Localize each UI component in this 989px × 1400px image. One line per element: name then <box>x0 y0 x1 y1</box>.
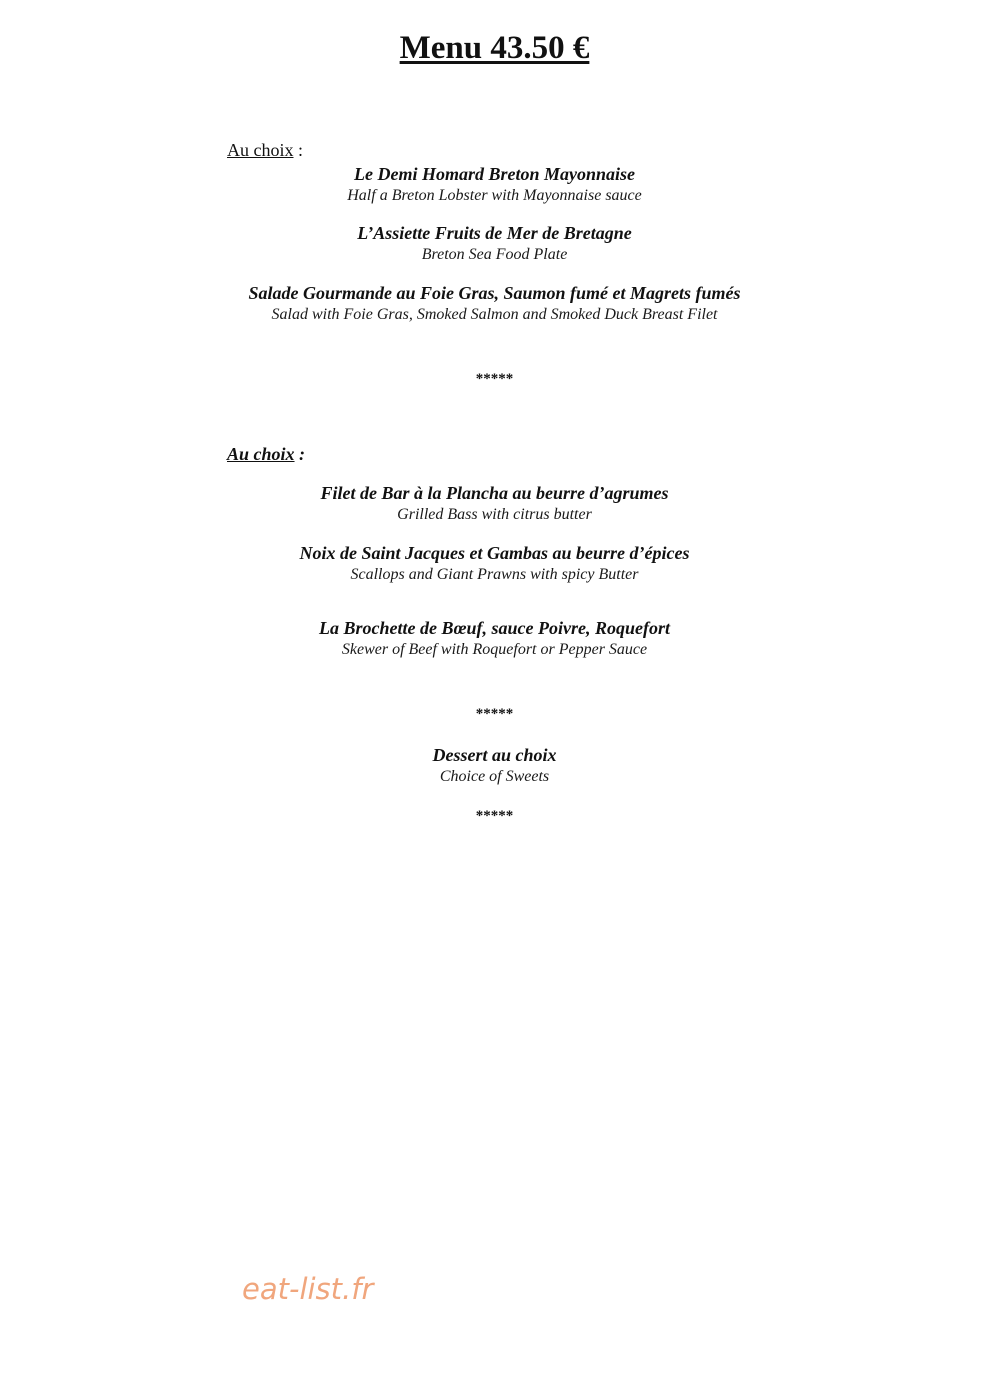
separator: ***** <box>475 706 514 722</box>
watermark-logo: eat-list.fr <box>242 1272 374 1306</box>
dish-item <box>0 482 989 525</box>
dish-name-fr: Salade Gourmande au Foie Gras, Saumon fumé et Magrets fumés <box>248 283 741 303</box>
dessert-item <box>0 744 989 787</box>
dish-name-fr: Le Demi Homard Breton Mayonnaise <box>353 164 635 184</box>
section-label-colon: : <box>294 444 306 464</box>
dish-item <box>0 542 989 585</box>
dish-name-en: Scallops and Giant Prawns with spicy Butter <box>350 566 639 583</box>
section-label-text: Au choix <box>227 140 294 160</box>
dish-name-en: Skewer of Beef with Roquefort or Pepper Sauce <box>341 641 648 658</box>
dessert-name-en: Choice of Sweets <box>439 768 550 785</box>
dish-item <box>0 222 989 265</box>
dish-name-en: Breton Sea Food Plate <box>421 246 568 263</box>
dish-name-fr: Noix de Saint Jacques et Gambas au beurre d’épices <box>299 543 690 563</box>
dish-name-fr: Filet de Bar à la Plancha au beurre d’agrumes <box>320 483 669 503</box>
section-label-text: Au choix <box>227 444 295 464</box>
dessert-name-fr: Dessert au choix <box>432 745 557 765</box>
section-label-starters <box>227 140 303 161</box>
menu-title: Menu 43.50 € <box>399 30 590 66</box>
separator: ***** <box>475 371 514 387</box>
dish-name-en: Grilled Bass with citrus butter <box>397 506 592 523</box>
dish-name-fr: L’Assiette Fruits de Mer de Bretagne <box>357 223 632 243</box>
dish-item <box>0 163 989 206</box>
dish-name-fr: La Brochette de Bœuf, sauce Poivre, Roquefort <box>319 618 670 638</box>
section-label-mains <box>227 444 305 465</box>
separator: ***** <box>475 808 514 824</box>
dish-name-en: Half a Breton Lobster with Mayonnaise sauce <box>347 187 642 204</box>
dish-item <box>0 617 989 660</box>
section-label-colon: : <box>293 140 304 160</box>
dish-item <box>0 282 989 325</box>
dish-name-en: Salad with Foie Gras, Smoked Salmon and Smoked Duck Breast Filet <box>271 306 718 323</box>
